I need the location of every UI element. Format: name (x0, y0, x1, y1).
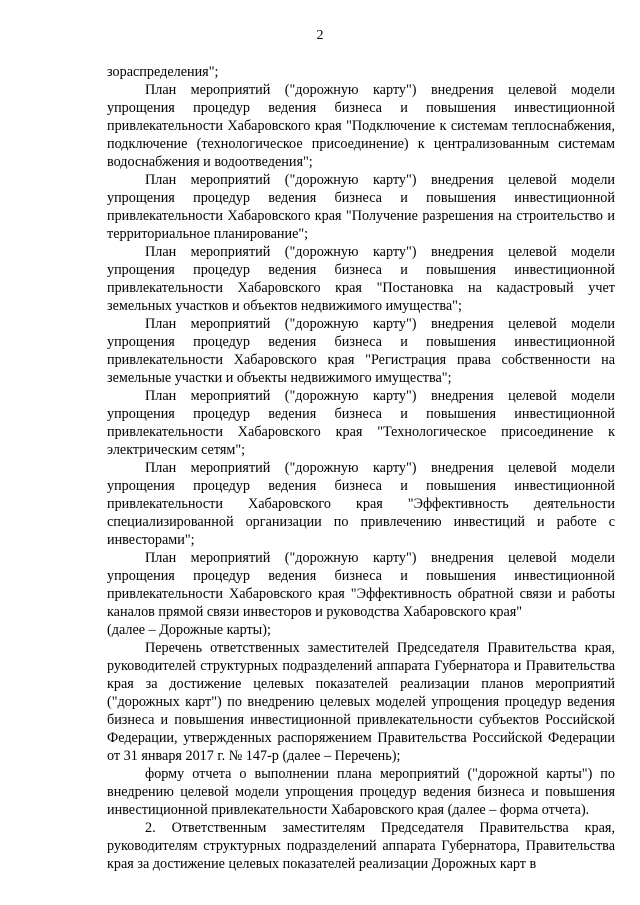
paragraph: Перечень ответственных заместителей Председателя Правительства края, руководителей структурных подразделений аппарата Губернатора и Правительства края за достижение целевых показателей реализации планов мероприятий ("дорожных карт") по внедрению целевых моделей упрощения процедур ведения бизнеса и повышения инвестиционной привлекательности субъектов Российской Федерации, утвержденных распоряжением Правительства Российской Федерации от 31 января 2017 г. № 147-р (далее – Перечень); (107, 640, 615, 764)
document-body (107, 63, 615, 873)
paragraph: План мероприятий ("дорожную карту") внедрения целевой модели упрощения процедур ведения бизнеса и повышения инвестиционной привлекательности Хабаровского края "Подключение к системам теплоснабжения, подключение (технологическое присоединение) к централизованным системам водоснабжения и водоотведения"; (107, 82, 615, 170)
paragraph: зораспределения"; (107, 64, 219, 80)
page-number: 2 (316, 28, 324, 43)
paragraph: 2. Ответственным заместителям Председателя Правительства края, руководителям структурных подразделений аппарата Губернатора, Правительства края за достижение целевых показателей реализации Дорожных карт в (107, 820, 615, 872)
paragraph: План мероприятий ("дорожную карту") внедрения целевой модели упрощения процедур ведения бизнеса и повышения инвестиционной привлекательности Хабаровского края "Технологическое присоединение к электрическим сетям"; (107, 388, 615, 458)
paragraph: План мероприятий ("дорожную карту") внедрения целевой модели упрощения процедур ведения бизнеса и повышения инвестиционной привлекательности Хабаровского края "Получение разрешения на строительство и территориальное планирование"; (107, 172, 615, 242)
paragraph: План мероприятий ("дорожную карту") внедрения целевой модели упрощения процедур ведения бизнеса и повышения инвестиционной привлекательности Хабаровского края "Постановка на кадастровый учет земельных участков и объектов недвижимого имущества"; (107, 244, 615, 314)
paragraph: (далее – Дорожные карты); (107, 622, 271, 638)
paragraph: План мероприятий ("дорожную карту") внедрения целевой модели упрощения процедур ведения бизнеса и повышения инвестиционной привлекательности Хабаровского края "Эффективность деятельности специализированной организации по привлечению инвестиций и работе с инвесторами"; (107, 460, 615, 548)
paragraph: План мероприятий ("дорожную карту") внедрения целевой модели упрощения процедур ведения бизнеса и повышения инвестиционной привлекательности Хабаровского края "Регистрация права собственности на земельные участки и объекты недвижимого имущества"; (107, 316, 615, 386)
paragraph: План мероприятий ("дорожную карту") внедрения целевой модели упрощения процедур ведения бизнеса и повышения инвестиционной привлекательности Хабаровского края "Эффективность обратной связи и работы каналов прямой связи инвесторов и руководства Хабаровского края" (107, 550, 615, 620)
paragraph: форму отчета о выполнении плана мероприятий ("дорожной карты") по внедрению целевой модели упрощения процедур ведения бизнеса и повышения инвестиционной привлекательности Хабаровского края (далее – форма отчета). (107, 766, 615, 818)
